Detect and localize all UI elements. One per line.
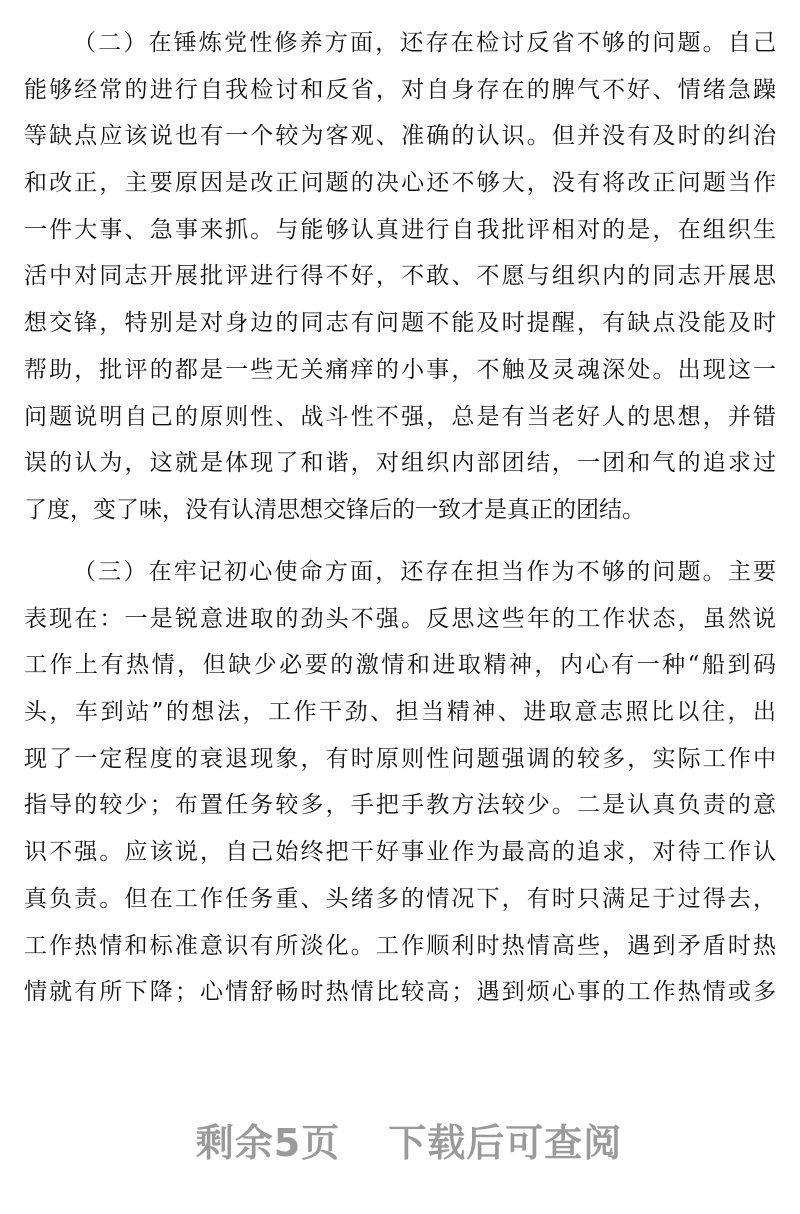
text-line: 头，车到站”的想法，工作干劲、担当精神、进取意志照比以往，出 xyxy=(24,699,776,726)
text-line: 表现在：一是锐意进取的劲头不强。反思这些年的工作状态，虽然说 xyxy=(24,605,776,632)
paragraph-original-mission xyxy=(24,549,776,1016)
text-line: 问题说明自己的原则性、战斗性不强，总是有当老好人的思想，并错 xyxy=(24,403,776,430)
text-line: 活中对同志开展批评进行得不好，不敢、不愿与组织内的同志开展思 xyxy=(24,263,776,290)
text-line: 工作热情和标准意识有所淡化。工作顺利时热情高些，遇到矛盾时热 xyxy=(24,932,776,959)
paragraph-party-spirit xyxy=(24,20,776,534)
text-line: 真负责。但在工作任务重、头绪多的情况下，有时只满足于过得去， xyxy=(24,885,776,912)
text-line: 工作上有热情，但缺少必要的激情和进取精神，内心有一种“船到码 xyxy=(24,652,776,679)
text-line: （三）在牢记初心使命方面，还存在担当作为不够的问题。主要 xyxy=(73,559,776,585)
text-line: 指导的较少；布置任务较多，手把手教方法较少。二是认真负责的意 xyxy=(24,792,776,819)
download-prompt[interactable] xyxy=(0,1112,800,1167)
text-line: 和改正，主要原因是改正问题的决心还不够大，没有将改正问题当作 xyxy=(24,170,776,197)
text-line: 帮助，批评的都是一些无关痛痒的小事，不触及灵魂深处。出现这一 xyxy=(24,356,776,383)
text-line: 了度，变了味，没有认清思想交锋后的一致才是真正的团结。 xyxy=(24,496,645,523)
text-line: 能够经常的进行自我检讨和反省，对自身存在的脾气不好、情绪急躁 xyxy=(24,76,776,103)
remaining-pages-label[interactable]: 剩余5页 xyxy=(195,1121,341,1165)
text-line: 等缺点应该说也有一个较为客观、准确的认识。但并没有及时的纠治 xyxy=(24,123,776,150)
text-line: 识不强。应该说，自己始终把干好事业作为最高的追求，对待工作认 xyxy=(24,839,776,866)
text-line: 误的认为，这就是体现了和谐，对组织内部团结，一团和气的追求过 xyxy=(24,450,776,477)
text-line: （二）在锤炼党性修养方面，还存在检讨反省不够的问题。自己 xyxy=(73,30,776,56)
download-to-view-label[interactable]: 下载后可查阅 xyxy=(388,1121,623,1165)
text-line: 现了一定程度的衰退现象，有时原则性问题强调的较多，实际工作中 xyxy=(24,745,776,772)
text-line: 想交锋，特别是对身边的同志有问题不能及时提醒，有缺点没能及时 xyxy=(24,310,776,337)
text-line: 情就有所下降；心情舒畅时热情比较高；遇到烦心事的工作热情或多 xyxy=(24,979,776,1006)
text-line: 一件大事、急事来抓。与能够认真进行自我批评相对的是，在组织生 xyxy=(24,216,776,243)
